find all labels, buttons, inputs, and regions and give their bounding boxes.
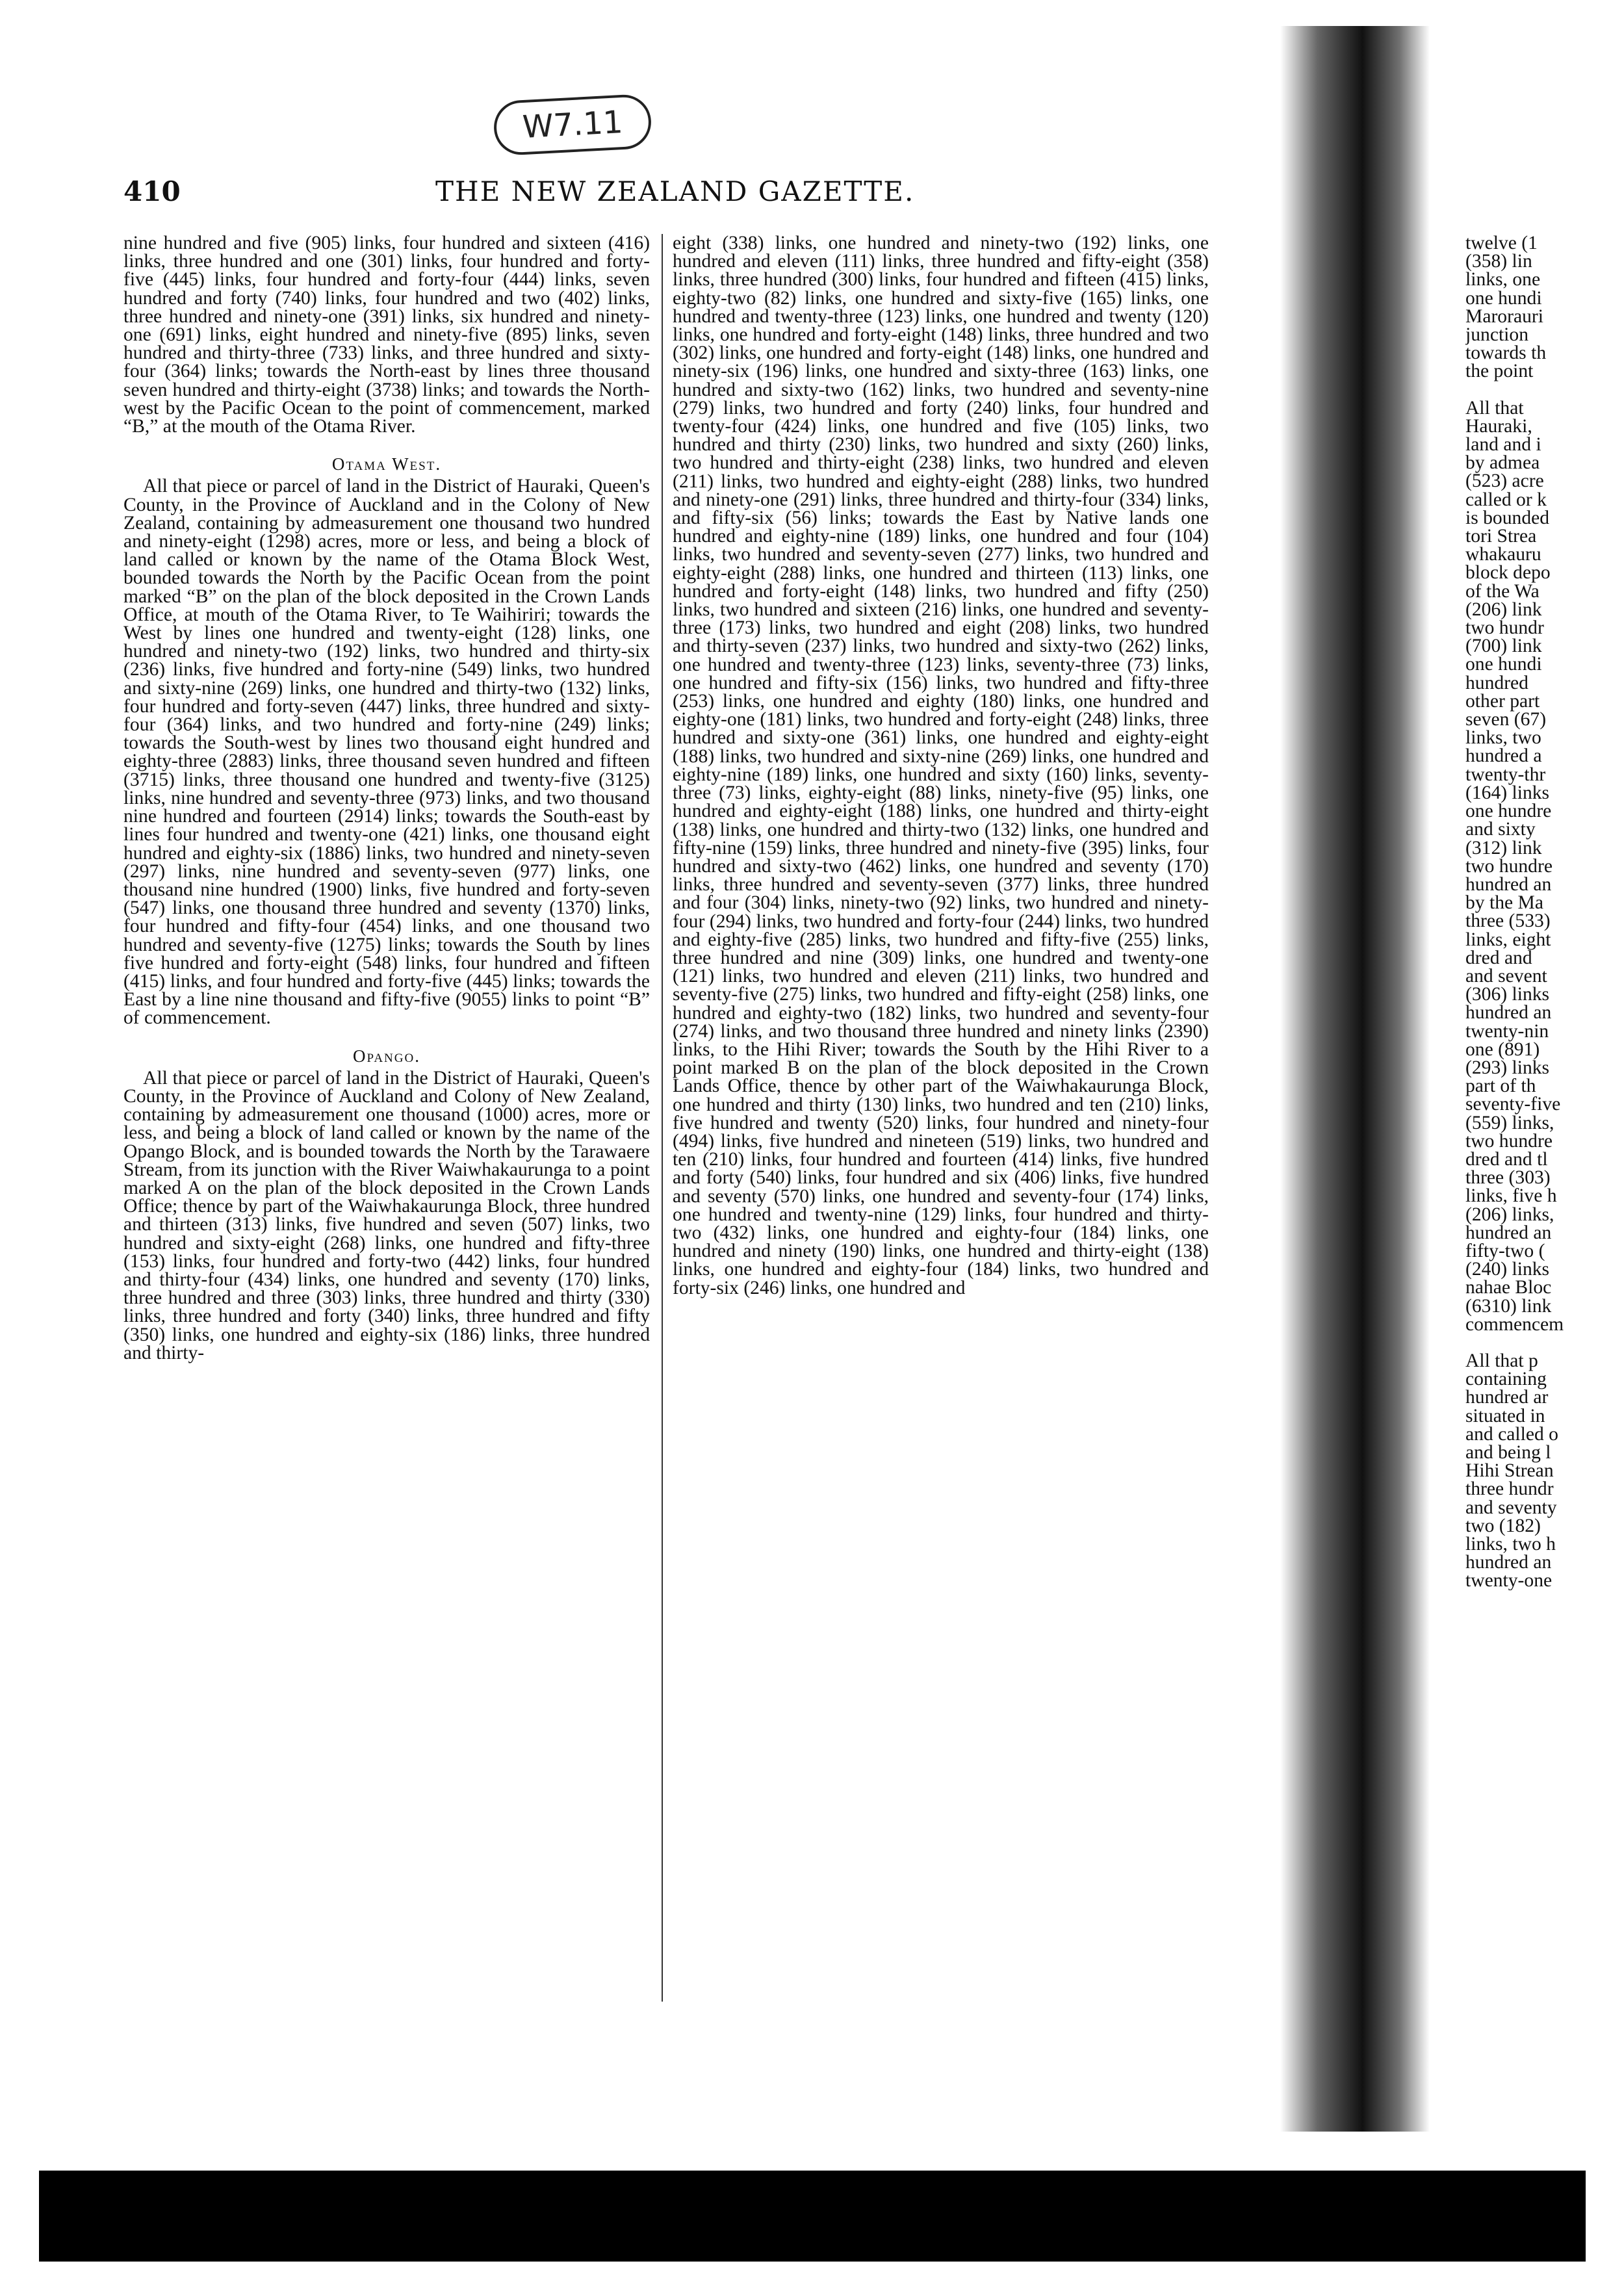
paragraph-otama-end: nine hundred and five (905) links, four hundred and sixteen (416) links, three hundred and one (301) links, four hundred and forty-five (445) links, four hundred and forty-four (444) links, seven hundred and forty (740) links, four hundred and two (402) links, three hundred and ninety-one (391) links, six hundred and ninety-one (691) links, eight hundred and ninety-five (895) links, seven hundred and thirty-three (733) links, and three hundred and sixty-four (364) links; towards the North-east by lines three thousand seven hundred and thirty-eight (3738) links; and towards the North-west by the Pacific Ocean to the point of commencement, marked “B,” at the mouth of the Otama River. bbox=[123, 233, 650, 437]
right-column-line: fifty-two ( bbox=[1465, 1240, 1545, 1261]
right-column-line: one hundi bbox=[1465, 287, 1542, 309]
right-column-line: two hundr bbox=[1465, 617, 1544, 639]
paragraph-opango-continued: eight (338) links, one hundred and ninety-two (192) links, one hundred and eleven (111) links, three hundred and fifty-eight (358) links, three hundred (300) links, four hundred and fifteen (415) links, eighty-two (82) links, one hundred and sixty-five (165) links, one hundred and twenty-three (123) links, one hundred and twenty (120) links, one hundred and forty-eight (148) links, three hundred and two (302) links, one hundred and forty-eight (148) links, one hundred and ninety-six (196) links, one hundred and sixty-three (163) links, one hundred and sixty-two (162) links, two hundred and seventy-nine (279) links, two hundred and forty (240) links, four hundred and twenty-four (424) links, one hundred and five (105) links, two hundred and thirty (230) links, two hundred and sixty (260) links, two hundred and thirty-eight (238) links, two hundred and eleven (211) links, two hundred and eighty-eight (288) links, two hundred and ninety-one (291) links, three hundred and thirty-four (334) links, and fifty-six (56) links; towards the East by Native lands one hundred and eighty-nine (189) links, one hundred and four (104) links, two hundred and seventy-seven (277) links, two hundred and eighty-eight (288) links, one hundred and thirteen (113) links, one hundred and forty-eight (148) links, two hundred and fifty (250) links, two hundred and sixteen (216) links, one hundred and seventy-three (173) links, two hundred and eight (208) links, two hundred and thirty-seven (237) links, two hundred and sixty-two (262) links, one hundred and twenty-three (123) links, seventy-three (73) links, one hundred and fifty-six (156) links, two hundred and fifty-three (253) links, one hundred and eighty (180) links, one hundred and eighty-one (181) links, two hundred and forty-eight (248) links, three hundred and sixty-one (361) links, one hundred and eighty-eight (188) links, two hundred and sixty-nine (269) links, one hundred and eighty-nine (189) links, one hundred and sixty (160) links, seventy-three (73) links, eighty-eight (88) links, ninety-five (95) links, one hundred and eighty-eight (188) links, one hundred and thirty-eight (138) links, one hundred and thirty-two (132) links, one hundred and fifty-nine (159) links, three hundred and ninety-five (395) links, four hundred and sixty-two (462) links, one hundred and seventy (170) links, three hundred and seventy-seven (377) links, three hundred and four (304) links, ninety-two (92) links, two hundred and ninety-four (294) links, two hundred and forty-four (244) links, two hundred and eighty-five (285) links, two hundred and fifty-five (255) links, three hundred and nine (309) links, one hundred and twenty-one (121) links, two hundred and eleven (211) links, two hundred and seventy-five (275) links, two hundred and fifty-eight (258) links, one hundred and eighty-two (182) links, two hundred and seventy-four (274) links, and two thousand three hundred and ninety links (2390) links, to the Hihi River; towards the South by the Hihi River to a point marked B on the plan of the block deposited in the Crown Lands Office, thence by other part of the Waiwhakaurunga Block, one hundred and thirty (130) links, two hundred and ten (210) links, five hundred and twenty (520) links, four hundred and ninety-four (494) links, five hundred and nineteen (519) links, two hundred and ten (210) links, four hundred and fourteen (414) links, five hundred and forty (540) links, four hundred and six (406) links, five hundred and seventy (570) links, one hundred and seventy-four (174) links, one hundred and twenty-nine (129) links, four hundred and thirty-two (432) links, one hundred and eighty-four (184) links, one hundred and ninety (190) links, one hundred and thirty-eight (138) links, one hundred and eighty-four (184) links, two hundred and forty-six (246) links, one hundred and bbox=[673, 233, 1209, 1298]
right-column-line: is bounded bbox=[1465, 507, 1550, 528]
right-column-line: two hundre bbox=[1465, 1130, 1553, 1152]
right-column-line: links, two bbox=[1465, 727, 1541, 749]
right-column-line: whakauru bbox=[1465, 544, 1541, 565]
right-column-line: Hauraki, bbox=[1465, 415, 1532, 437]
right-column-line: links, two h bbox=[1465, 1534, 1556, 1555]
column-right-cropped bbox=[1465, 234, 1624, 1590]
right-column-line: (206) links, bbox=[1465, 1204, 1554, 1225]
right-column-line: hundred ar bbox=[1465, 1387, 1549, 1408]
right-column-line: links, five h bbox=[1465, 1185, 1557, 1207]
right-column-line: other part bbox=[1465, 690, 1540, 712]
right-column-line: towards th bbox=[1465, 342, 1547, 364]
right-column-line: (164) links bbox=[1465, 782, 1550, 803]
right-column-line: hundred an bbox=[1465, 1002, 1552, 1024]
right-column-line: hundred an bbox=[1465, 1222, 1552, 1243]
right-column-line: three (303) bbox=[1465, 1167, 1551, 1189]
right-column-line: (306) links bbox=[1465, 984, 1550, 1005]
right-column-line: Marorauri bbox=[1465, 305, 1543, 327]
right-column-line: (700) link bbox=[1465, 636, 1542, 657]
right-column-line: Hihi Strean bbox=[1465, 1460, 1554, 1482]
right-column-line: twenty-nin bbox=[1465, 1020, 1549, 1042]
right-column-line bbox=[1465, 1334, 1624, 1352]
right-column-line: All that p bbox=[1465, 1350, 1538, 1371]
right-column-line: called or k bbox=[1465, 489, 1547, 510]
right-column-line: hundred an bbox=[1465, 1552, 1552, 1573]
heading-otama-west: Otama West. bbox=[331, 454, 442, 474]
right-column-line: (240) links bbox=[1465, 1259, 1550, 1280]
right-column-line: and being l bbox=[1465, 1442, 1551, 1463]
right-column-line: links, eight bbox=[1465, 929, 1551, 950]
column-middle bbox=[673, 234, 1209, 1297]
right-column-line: part of th bbox=[1465, 1076, 1536, 1097]
right-column-line: situated in bbox=[1465, 1405, 1545, 1426]
right-column-line: one hundre bbox=[1465, 801, 1552, 822]
right-column-line: (523) acre bbox=[1465, 471, 1544, 492]
right-column-line: and called o bbox=[1465, 1423, 1558, 1445]
right-column-line bbox=[1465, 381, 1624, 399]
right-column-line: (206) link bbox=[1465, 599, 1542, 620]
right-column-line: All that bbox=[1465, 397, 1524, 419]
right-column-line: three hundr bbox=[1465, 1478, 1554, 1500]
binding-gutter-shadow bbox=[1280, 26, 1430, 2132]
right-column-line: (358) lin bbox=[1465, 251, 1532, 272]
right-column-line: (312) link bbox=[1465, 837, 1542, 858]
scan-edge-band bbox=[39, 2171, 1586, 2262]
right-column-line: and sixty bbox=[1465, 819, 1536, 840]
right-column-line: block depo bbox=[1465, 562, 1551, 584]
right-column-line: of the Wa bbox=[1465, 580, 1540, 602]
right-column-line: one (891) bbox=[1465, 1038, 1540, 1060]
right-column-line: dred and tl bbox=[1465, 1148, 1548, 1170]
right-column-line: three (533) bbox=[1465, 910, 1551, 932]
right-column-line: land and i bbox=[1465, 434, 1541, 456]
right-column-line: (293) links bbox=[1465, 1057, 1550, 1078]
page-number: 410 bbox=[123, 175, 181, 207]
right-column-line: dred and bbox=[1465, 947, 1532, 968]
column-left bbox=[123, 234, 650, 1362]
right-column-line: nahae Bloc bbox=[1465, 1277, 1552, 1298]
page-header bbox=[123, 175, 1228, 221]
column-divider bbox=[662, 234, 663, 2002]
right-column-line: twelve (1 bbox=[1465, 234, 1538, 253]
right-column-line: hundred an bbox=[1465, 873, 1552, 895]
gazette-title: THE NEW ZEALAND GAZETTE. bbox=[435, 175, 915, 207]
right-column-line: hundred bbox=[1465, 672, 1528, 693]
right-column-line: one hundi bbox=[1465, 654, 1542, 675]
right-column-line: (559) links, bbox=[1465, 1112, 1554, 1133]
right-column-line: two (182) bbox=[1465, 1515, 1541, 1536]
right-column-line: by admea bbox=[1465, 452, 1540, 474]
right-column-line: twenty-thr bbox=[1465, 764, 1546, 785]
right-column-line: seven (67) bbox=[1465, 709, 1547, 730]
right-column-line: (6310) link bbox=[1465, 1295, 1552, 1317]
paragraph-opango: All that piece or parcel of land in the District of Hauraki, Queen's County, in the Province of Auckland and Colony of New Zealand, containing by admeasurement one thousand (1000) acres, more or less, and being a block of land called or known by the name of the Opango Block, and is bounded towards the North by the Tarawaere Stream, from its junction with the River Waiwhakaurunga to a point marked A on the plan of the block deposited in the Crown Lands Office; thence by part of the Waiwhakaurunga Block, three hundred and thirteen (313) links, five hundred and seven (507) links, two hundred and sixty-eight (268) links, one hundred and fifty-three (153) links, four hundred and forty-two (442) links, four hundred and thirty-four (434) links, one hundred and seventy (170) links, three hundred and three (303) links, three hundred and thirty (330) links, three hundred and forty (340) links, three hundred and fifty (350) links, one hundred and eighty-six (186) links, three hundred and thirty- bbox=[123, 1067, 650, 1363]
right-column-line: tori Strea bbox=[1465, 526, 1537, 547]
paragraph-otama-west: All that piece or parcel of land in the District of Hauraki, Queen's County, in the Province of Auckland and in the Colony of New Zealand, containing by admeasurement one thousand two hundred and ninety-eight (1298) acres, more or less, and being a block of land called or known by the name of the Otama Block West, bounded towards the North by the Pacific Ocean from the point marked “B” on the plan of the block deposited in the Crown Lands Office, at mouth of the Otama River, to Te Waihiriri; towards the West by lines one hundred and twenty-eight (128) links, one hundred and ninety-two (192) links, two hundred and thirty-six (236) links, five hundred and forty-nine (549) links, two hundred and sixty-nine (269) links, one hundred and thirty-two (132) links, four hundred and forty-seven (447) links, three hundred and sixty-four (364) links, and two hundred and forty-nine (249) links; towards the South-west by lines two thousand eight hundred and eighty-three (2883) links, three thousand seven hundred and fifteen (3715) links, three thousand one hundred and twenty-five (3125) links, nine hundred and seventy-three (973) links, and two thousand nine hundred and fourteen (2914) links; towards the South-east by lines four hundred and twenty-one (421) links, one thousand eight hundred and eighty-six (1886) links, two hundred and ninety-seven (297) links, nine hundred and seventy-seven (977) links, one thousand nine hundred (1900) links, five hundred and forty-seven (547) links, one thousand three hundred and seventy (1370) links, four hundred and fifty-four (454) links, and one thousand two hundred and seventy-five (1275) links; towards the South by lines five hundred and forty-eight (548) links, four hundred and fifteen (415) links, and four hundred and forty-five (445) links; towards the East by a line nine thousand and fifty-five (9055) links to point “B” of commencement. bbox=[123, 476, 650, 1029]
heading-opango: Opango. bbox=[353, 1046, 420, 1066]
right-column-line: hundred a bbox=[1465, 745, 1542, 767]
handwritten-annotation: W7.11 bbox=[493, 94, 652, 157]
right-column-line: and sevent bbox=[1465, 965, 1547, 987]
right-column-line: by the Ma bbox=[1465, 892, 1543, 914]
right-column-line: containing bbox=[1465, 1369, 1547, 1390]
right-column-line: two hundre bbox=[1465, 855, 1553, 877]
right-column-line: and seventy bbox=[1465, 1497, 1557, 1518]
right-column-line: the point bbox=[1465, 361, 1534, 382]
right-column-line: twenty-one bbox=[1465, 1570, 1553, 1590]
right-column-line: junction bbox=[1465, 324, 1528, 346]
right-column-line: commencem bbox=[1465, 1313, 1564, 1335]
right-column-line: links, one bbox=[1465, 269, 1541, 290]
right-column-line: seventy-five bbox=[1465, 1094, 1561, 1115]
